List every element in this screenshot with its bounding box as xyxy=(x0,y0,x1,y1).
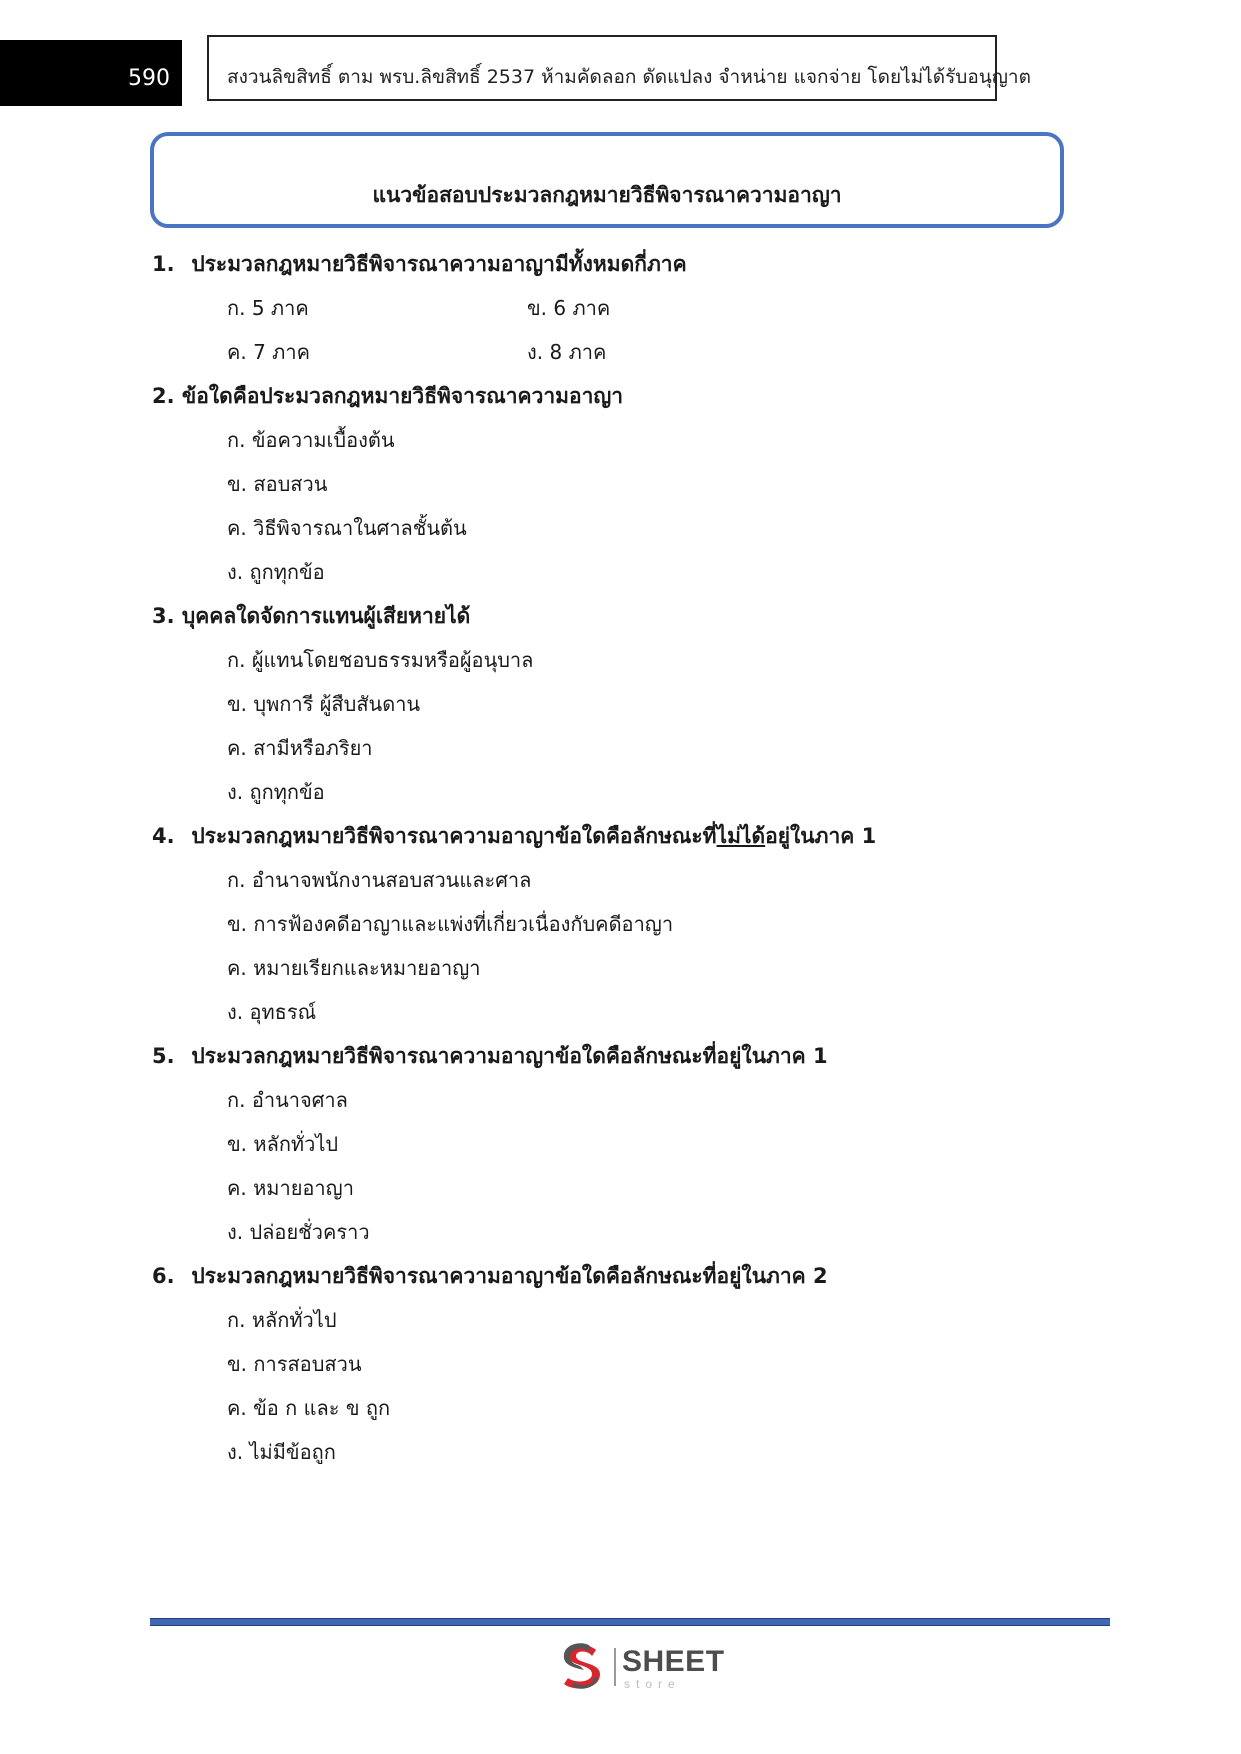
option-d: ง. ถูกทุกข้อ xyxy=(227,560,325,584)
question-1 xyxy=(152,251,1052,383)
option-a: ก. อำนาจศาล xyxy=(227,1088,348,1112)
question-number: 5. xyxy=(152,1044,175,1068)
logo-divider xyxy=(614,1648,616,1686)
option-d: ง. ปล่อยชั่วคราว xyxy=(227,1220,370,1244)
question-text xyxy=(152,251,1052,295)
question-text xyxy=(152,603,1052,647)
question-number: 2. xyxy=(152,384,175,408)
question-number: 4. xyxy=(152,824,175,848)
question-label: ประมวลกฎหมายวิธีพิจารณาความอาญาข้อใดคือลักษณะที่อยู่ในภาค 1 xyxy=(191,1044,828,1068)
question-label: ประมวลกฎหมายวิธีพิจารณาความอาญามีทั้งหมดกี่ภาค xyxy=(191,252,687,276)
option-b: ข. การฟ้องคดีอาญาและแพ่งที่เกี่ยวเนื่องกับคดีอาญา xyxy=(227,912,674,936)
question-number: 6. xyxy=(152,1264,175,1288)
option-c: ค. หมายเรียกและหมายอาญา xyxy=(227,956,481,980)
question-3 xyxy=(152,603,1052,823)
option-d: ง. 8 ภาค xyxy=(527,340,607,364)
logo-subtext: store xyxy=(624,1677,681,1691)
question-label: ประมวลกฎหมายวิธีพิจารณาความอาญาข้อใดคือลักษณะที่อยู่ในภาค 2 xyxy=(191,1264,828,1288)
option-row xyxy=(152,339,1052,383)
footer-divider xyxy=(150,1618,1110,1626)
question-text xyxy=(152,383,1052,427)
option-a: ก. ข้อความเบื้องต้น xyxy=(227,428,395,452)
option-b: ข. บุพการี ผู้สืบสันดาน xyxy=(227,692,421,716)
option-b: ข. การสอบสวน xyxy=(227,1352,362,1376)
option-a: ก. อำนาจพนักงานสอบสวนและศาล xyxy=(227,868,532,892)
option-c: ค. วิธีพิจารณาในศาลชั้นต้น xyxy=(227,516,467,540)
logo-wordmark: SHEET xyxy=(622,1645,725,1678)
title-box xyxy=(150,132,1064,228)
option-a: ก. 5 ภาค xyxy=(227,296,309,320)
question-list xyxy=(152,251,1052,1483)
sheet-store-s-logo-icon xyxy=(556,1640,608,1692)
option-d: ง. ไม่มีข้อถูก xyxy=(227,1440,336,1464)
page-title: แนวข้อสอบประมวลกฎหมายวิธีพิจารณาความอาญา xyxy=(372,183,842,207)
question-label-start: ประมวลกฎหมายวิธีพิจารณาความอาญาข้อใดคือลักษณะที่ xyxy=(191,824,717,848)
question-6 xyxy=(152,1263,1052,1483)
option-row xyxy=(152,295,1052,339)
question-text xyxy=(152,823,1052,867)
copyright-notice-box xyxy=(207,35,1031,101)
question-label-end: อยู่ในภาค 1 xyxy=(765,824,877,848)
option-a: ก. ผู้แทนโดยชอบธรรมหรือผู้อนุบาล xyxy=(227,648,534,672)
option-c: ค. 7 ภาค xyxy=(227,340,310,364)
question-number: 1. xyxy=(152,252,175,276)
option-c: ค. ข้อ ก และ ข ถูก xyxy=(227,1396,391,1420)
option-a: ก. หลักทั่วไป xyxy=(227,1308,337,1332)
option-b: ข. หลักทั่วไป xyxy=(227,1132,339,1156)
question-text xyxy=(152,1263,1052,1307)
option-b: ข. สอบสวน xyxy=(227,472,328,496)
question-text xyxy=(152,1043,1052,1087)
question-2 xyxy=(152,383,1052,603)
question-number: 3. xyxy=(152,604,175,628)
question-label: บุคคลใดจัดการแทนผู้เสียหายได้ xyxy=(181,604,471,628)
question-4 xyxy=(152,823,1052,1043)
sheet-store-logo xyxy=(556,1640,726,1696)
option-c: ค. สามีหรือภริยา xyxy=(227,736,373,760)
copyright-notice: สงวนลิขสิทธิ์ ตาม พรบ.ลิขสิทธิ์ 2537 ห้ามคัดลอก ดัดแปลง จำหน่าย แจกจ่าย โดยไม่ได้รับอนุญาต xyxy=(227,66,1031,88)
option-d: ง. อุทธรณ์ xyxy=(227,1000,317,1024)
question-label: ข้อใดคือประมวลกฎหมายวิธีพิจารณาความอาญา xyxy=(181,384,624,408)
option-b: ข. 6 ภาค xyxy=(527,296,611,320)
question-5 xyxy=(152,1043,1052,1263)
option-c: ค. หมายอาญา xyxy=(227,1176,354,1200)
option-d: ง. ถูกทุกข้อ xyxy=(227,780,325,804)
page-number: 590 xyxy=(128,66,170,91)
question-label-emphasis: ไม่ได้ xyxy=(716,824,766,848)
